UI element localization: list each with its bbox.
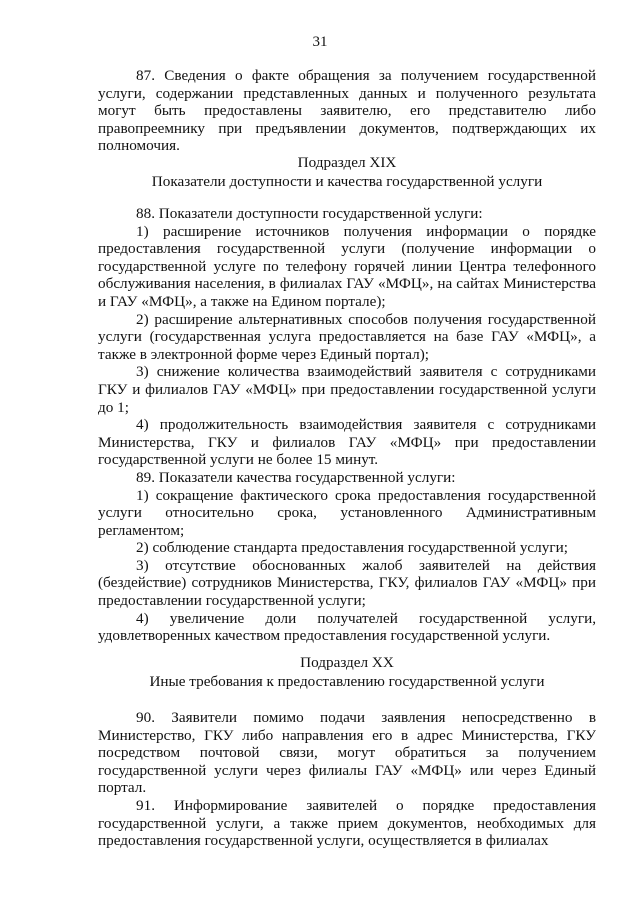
list-item: 3) снижение количества взаимодействий заявителя с сотрудниками ГКУ и филиалов ГАУ «МФЦ» при предоставлении государственной услуги до 1; [98, 363, 596, 416]
paragraph: 91. Информирование заявителей о порядке предоставления государственной услуги, а также прием документов, необходимых для предоставления государственной услуги, осуществляется в филиалах [98, 796, 596, 850]
list-item: 4) продолжительность взаимодействия заявителя с сотрудниками Министерства, ГКУ и филиалов ГАУ «МФЦ» при предоставлении государственной услуги не более 15 минут. [98, 416, 596, 469]
subsection-heading-xx [98, 653, 596, 691]
subsection-title: Подраздел XIX [297, 154, 397, 171]
subsection-subtitle: Иные требования к предоставлению государственной услуги [149, 673, 545, 690]
subsection-subtitle: Показатели доступности и качества государственной услуги [151, 173, 543, 190]
paragraph-block-87 [98, 67, 596, 155]
paragraph: 88. Показатели доступности государственной услуги: [136, 205, 483, 222]
list-item: 4) увеличение доли получателей государственной услуги, удовлетворенных качеством предоставления государственной услуги. [98, 609, 596, 645]
paragraph-block-90-91 [98, 709, 596, 850]
list-item: 1) сокращение фактического срока предоставления государственной услуги относительно срока, установленного Административным регламентом; [98, 486, 596, 539]
subsection-title: Подраздел XX [300, 654, 394, 671]
list-item: 2) соблюдение стандарта предоставления государственной услуги; [136, 539, 568, 557]
paragraph: 89. Показатели качества государственной услуги: [136, 468, 456, 486]
list-item: 3) отсутствие обоснованных жалоб заявителей на действия (бездействие) сотрудников Министерства, ГКУ, филиалов ГАУ «МФЦ» при предоставлении государственной услуги; [98, 556, 596, 610]
paragraph-block-88-89 [98, 205, 596, 645]
subsection-heading-xix [98, 153, 596, 191]
paragraph: 87. Сведения о факте обращения за получением государственной услуги, содержании представленных данных и полученного результата могут быть предоставлены заявителю, его представителю либо правопреемнику при предъявлении документов, подтверждающих их полномочия. [98, 67, 596, 155]
list-item: 2) расширение альтернативных способов получения государственной услуги (государственная услуга предоставляется на базе ГАУ «МФЦ», а также в электронной форме через Единый портал); [98, 310, 596, 363]
list-item: 1) расширение источников получения информации о порядке предоставления государственной услуги (получение информации о государственной услуге по телефону горячей линии Центра телефонного обслуживания населения, в филиалах ГАУ «МФЦ», на сайтах Министерства и ГАУ «МФЦ», а также на Едином портале); [98, 222, 596, 310]
paragraph: 90. Заявители помимо подачи заявления непосредственно в Министерство, ГКУ либо направления его в адрес Министерства, ГКУ посредством почтовой связи, могут обратиться за получением государственной услуги через филиалы ГАУ «МФЦ» или через Единый портал. [98, 709, 596, 797]
page-number: 31 [312, 34, 328, 50]
